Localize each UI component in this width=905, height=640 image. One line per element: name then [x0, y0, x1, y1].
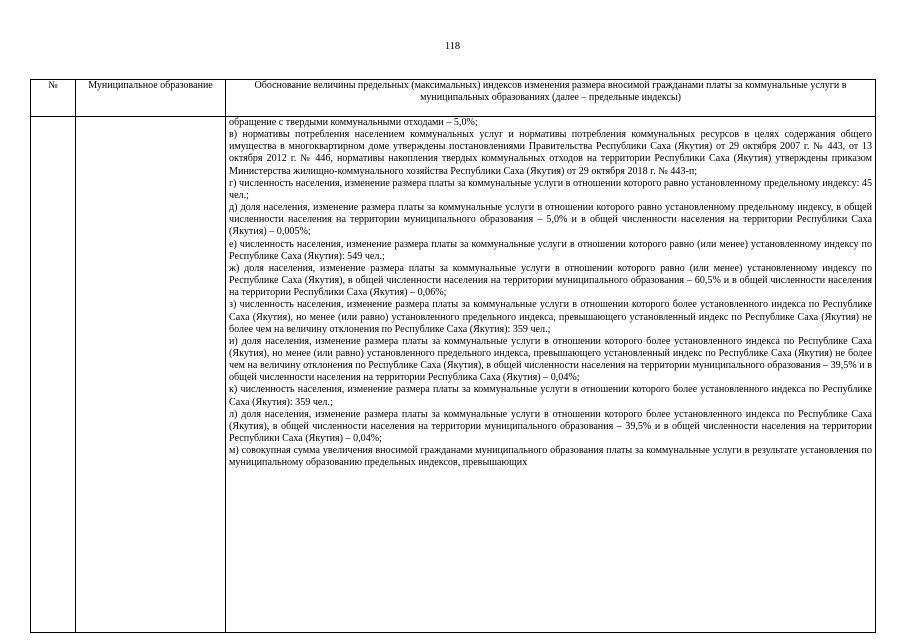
paragraph-v: в) нормативы потребления населением коммунальных услуг и нормативы потребления коммунальных ресурсов в целях содержания общего имущества в многоквартирном доме утверждены постановлениями Правительства Республики Саха (Якутия) от 29 октября 2007 г. № 443, от 13 октября 2012 г. № 446, нормативы накопления твердых коммунальных отходов на территории Республики Саха (Якутия) утверждены приказом Министерства жилищно-коммунального хозяйства Республики Саха (Якутия) от 29 октября 2018 г. № 443-п; [229, 129, 872, 177]
paragraph-m: м) совокупная сумма увеличения вносимой гражданами муниципального образования платы за коммунальные услуги в результате установления по муниципальному образованию предельных индексов, превышающих [229, 445, 872, 469]
paragraph-k: к) численность населения, изменение размера платы за коммунальные услуги в отношении которого более установленного индекса по Республике Саха (Якутия): 359 чел.; [229, 384, 872, 408]
page-number: 118 [444, 41, 461, 52]
paragraph-l: л) доля населения, изменение размера платы за коммунальные услуги в отношении которого более установленного индекса по Республике Саха (Якутия), в общей численности населения на территории муниципального образования – 39,5% и в общей численности населения на территории Республики Саха (Якутия) – 0,04%; [229, 408, 872, 445]
justification-table [30, 79, 876, 633]
header-number: № [31, 80, 76, 117]
cell-justification [226, 117, 876, 633]
table-row [31, 117, 876, 633]
paragraph-g: г) численность населения, изменение размера платы за коммунальные услуги в отношении которого равно установленному предельному индексу: 45 чел.; [229, 177, 872, 201]
paragraph-i: и) доля населения, изменение размера платы за коммунальные услуги в отношении которого более установленного индекса по Республике Саха (Якутия), но менее (или равно) установленного предельного индекса, превышающего установленный индекс по Республике Саха (Якутия) не более чем на величину отклонения по Республике Саха (Якутия), в общей численности населения на территории муниципального образования – 39,5% и в общей численности населения на территории Республика Саха (Якутия) – 0,04%; [229, 335, 872, 384]
header-municipality: Муниципальное образование [76, 80, 226, 117]
table-header-row [31, 80, 876, 117]
cell-number [31, 117, 76, 633]
paragraph-zh: ж) доля населения, изменение размера платы за коммунальные услуги в отношении которого равно (или менее) установленному индексу по Республике Саха (Якутия), в общей численности населения на территории муниципального образования – 60,5% и в общей численности населения на территории Республики Саха (Якутия) – 0,06%; [229, 262, 872, 299]
paragraph-intro: обращение с твердыми коммунальными отходами – 5,0%; [229, 117, 478, 128]
cell-municipality [76, 117, 226, 633]
header-justification: Обоснование величины предельных (максимальных) индексов изменения размера вносимой гражданами платы за коммунальные услуги в муниципальных образованиях (далее – предельные индексы) [226, 80, 876, 117]
paragraph-d: д) доля населения, изменение размера платы за коммунальные услуги в отношении которого равно установленному предельному индексу, в общей численности населения на территории муниципального образования – 5,0% и в общей численности населения на территории Республики Саха (Якутия) – 0,005%; [229, 202, 872, 238]
paragraph-z: з) численность населения, изменение размера платы за коммунальные услуги в отношении которого более установленного индекса по Республике Саха (Якутия), но менее (или равно) установленного предельного индекса, превышающего установленный индекс по Республике Саха (Якутия) не более чем на величину отклонения по Республике Саха (Якутия): 359 чел.; [229, 299, 872, 335]
paragraph-e: е) численность населения, изменение размера платы за коммунальные услуги в отношении которого равно (или менее) установленному индексу по Республике Саха (Якутия): 549 чел.; [229, 238, 872, 262]
